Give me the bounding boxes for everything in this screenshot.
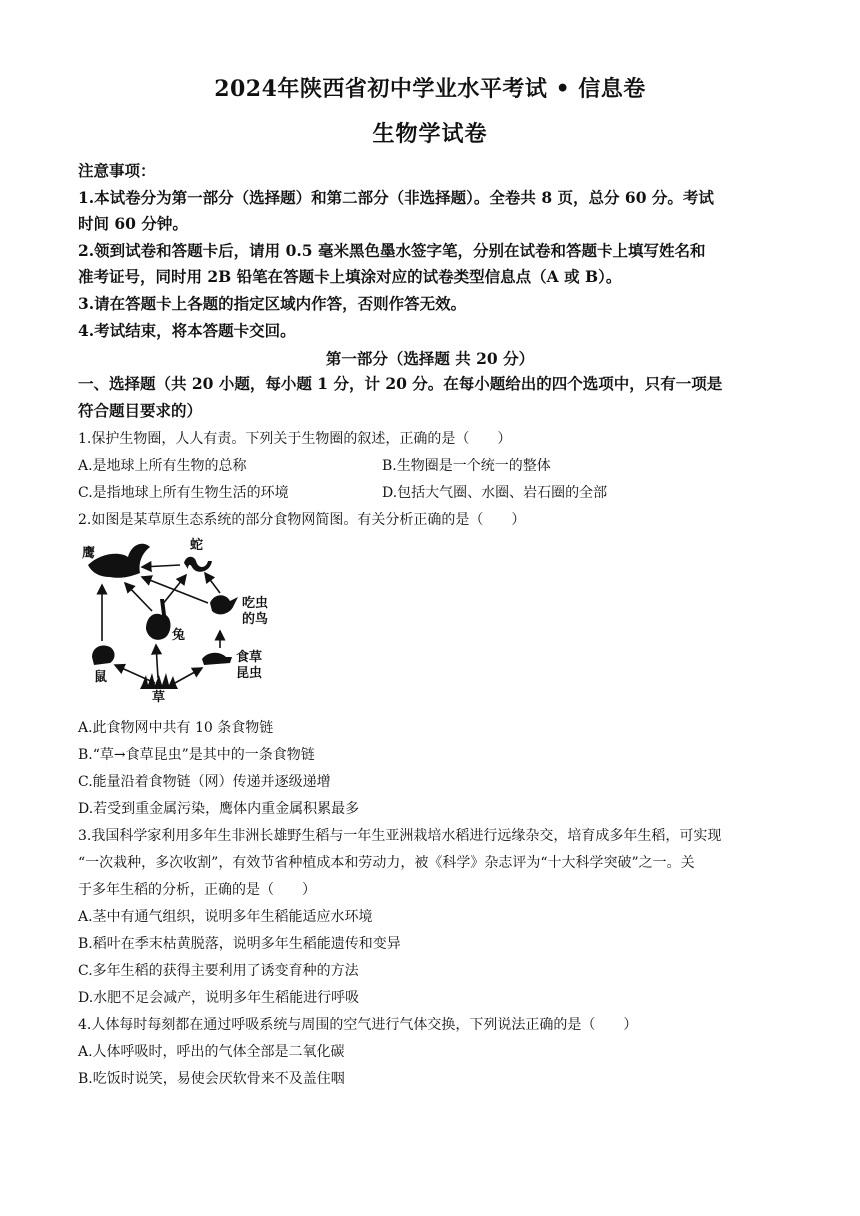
exam-title: 2024年陕西省初中学业水平考试 • 信息卷 <box>214 76 646 102</box>
q1-stem: 1.保护生物圈，人人有责。下列关于生物圈的叙述，正确的是（ ） <box>78 431 512 447</box>
label-insect-1: 食草 <box>236 650 263 665</box>
part1-instruction <box>78 371 784 424</box>
notice-line: 时间 60 分钟。 <box>78 214 188 234</box>
label-bird-1: 吃虫 <box>242 596 269 611</box>
food-web-figure <box>80 533 290 703</box>
part1-title: 第一部分（选择题 共 20 分） <box>325 349 535 368</box>
arrow-snake-eagle <box>142 565 180 567</box>
q4-option-a: A.人体呼吸时，呼出的气体全部是二氧化碳 <box>78 1044 345 1060</box>
q2-option-c: C.能量沿着食物链（网）传递并逐级递增 <box>78 774 331 790</box>
notice-line: 1.本试卷分为第一部分（选择题）和第二部分（非选择题）。全卷共 8 页，总分 60 分。考试 <box>78 187 714 207</box>
q1-option-c: C.是指地球上所有生物生活的环境 <box>78 485 289 501</box>
q2-option-d: D.若受到重金属污染，鹰体内重金属积累最多 <box>78 801 360 817</box>
label-grass: 草 <box>152 690 166 703</box>
label-mouse: 鼠 <box>94 670 108 685</box>
rabbit-icon <box>146 599 171 640</box>
q3-stem-line: 于多年生稻的分析，正确的是（ ） <box>78 882 316 898</box>
notice-line: 4.考试结束，将本答题卡交回。 <box>78 320 296 340</box>
q1-option-b: B.生物圈是一个统一的整体 <box>382 458 551 474</box>
notice-heading: 注意事项： <box>78 161 156 180</box>
exam-subtitle: 生物学试卷 <box>372 121 488 147</box>
label-snake: 蛇 <box>190 538 204 553</box>
notice-block <box>78 158 784 344</box>
bird-icon <box>210 595 238 614</box>
arrow-grass-rabbit <box>156 645 158 678</box>
q2-option-b: B.“草→食草昆虫”是其中的一条食物链 <box>78 747 315 763</box>
q3-option-d: D.水肥不足会减产，说明多年生稻能进行呼吸 <box>78 990 360 1006</box>
arrow-grass-mouse <box>115 665 155 683</box>
q3-option-c: C.多年生稻的获得主要利用了诱变育种的方法 <box>78 963 359 979</box>
q3-option-a: A.茎中有通气组织，说明多年生稻能适应水环境 <box>78 909 373 925</box>
q3-stem-line: 3.我国科学家利用多年生非洲长雄野生稻与一年生亚洲栽培水稻进行远缘杂交，培育成多年生稻，可实现 <box>78 828 722 844</box>
notice-line: 2.领到试卷和答题卡后，请用 0.5 毫米黑色墨水签字笔，分别在试卷和答题卡上填写姓名和 <box>78 240 706 260</box>
q4-stem: 4.人体每时每刻都在通过呼吸系统与周围的空气进行气体交换，下列说法正确的是（ ） <box>78 1017 638 1033</box>
snake-icon <box>184 557 212 572</box>
eagle-icon <box>88 544 150 578</box>
label-bird-2: 的鸟 <box>242 612 269 627</box>
q2-stem: 2.如图是某草原生态系统的部分食物网简图。有关分析正确的是（ ） <box>78 512 526 528</box>
q3-option-b: B.稻叶在季末枯黄脱落，说明多年生稻能遗传和变异 <box>78 936 401 952</box>
label-eagle: 鹰 <box>82 546 96 561</box>
instruction-line: 一、选择题（共 20 小题，每小题 1 分，计 20 分。在每小题给出的四个选项中，只有一项是 <box>78 374 723 393</box>
arrow-rabbit-snake <box>162 575 186 605</box>
label-rabbit: 兔 <box>172 628 186 643</box>
arrow-rabbit-eagle <box>125 583 152 611</box>
label-insect-2: 昆虫 <box>236 666 263 681</box>
instruction-line: 符合题目要求的） <box>78 400 203 420</box>
q2-option-a: A.此食物网中共有 10 条食物链 <box>78 720 274 736</box>
notice-line: 准考证号，同时用 2B 铅笔在答题卡上填涂对应的试卷类型信息点（A 或 B）。 <box>78 267 622 287</box>
q1-option-d: D.包括大气圈、水圈、岩石圈的全部 <box>382 485 608 501</box>
arrow-grass-insect <box>175 668 202 683</box>
mouse-icon <box>92 645 115 665</box>
insect-icon <box>202 653 232 665</box>
notice-line: 3.请在答题卡上各题的指定区域内作答，否则作答无效。 <box>78 293 467 313</box>
q1-option-a: A.是地球上所有生物的总称 <box>78 458 247 474</box>
grass-icon <box>140 673 178 689</box>
q3-stem-line: “一次栽种，多次收割”，有效节省种植成本和劳动力，被《科学》杂志评为“十大科学突破”之一。关 <box>78 855 695 871</box>
arrow-bird-snake <box>205 573 220 593</box>
q4-option-b: B.吃饭时说笑，易使会厌软骨来不及盖住咽 <box>78 1071 345 1087</box>
